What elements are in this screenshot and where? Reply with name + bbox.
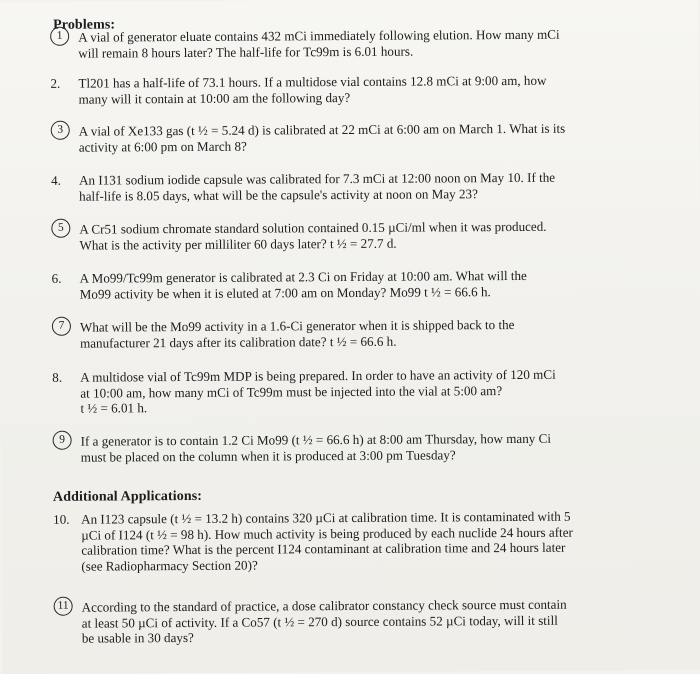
problem-3 (45, 120, 645, 155)
problem-number: 8. (46, 370, 80, 386)
problem-7 (46, 316, 646, 351)
problem-text: An I131 sodium iodide capsule was calibrated for 7.3 mCi at 12:00 noon on May 10. If the half-life is 8.05 days, what will be the capsule's activity at noon on May 23? (79, 169, 645, 203)
problem-8 (46, 366, 646, 416)
problem-2 (44, 72, 644, 107)
problem-9 (47, 430, 647, 465)
problem-number: 10. (47, 512, 81, 528)
problems-heading: Problems: (53, 17, 115, 33)
problem-text: According to the standard of practice, a dose calibrator constancy check source must contain at least 50 µCi of activity. If a Co57 (t ½ = 270 d) source contains 52 µCi today, will it still be usable in 30 days? (82, 596, 648, 646)
problem-number: 2. (44, 76, 78, 92)
problem-number: 4. (45, 173, 79, 189)
problem-1 (44, 26, 644, 61)
problem-text: An I123 capsule (t ½ = 13.2 h) contains 320 µCi at calibration time. It is contaminated with 5 µCi of I124 (t ½ = 98 h). How much activity is being produced by each nuclide 24 hours after calibration time? What is the percent I124 contaminant at calibration time and 24 hours later (see Radiopharmacy Section 20)? (81, 508, 647, 573)
problem-text: A vial of generator eluate contains 432 mCi immediately following elution. How many mCi will remain 8 hours later? The half-life for Tc99m is 6.01 hours. (78, 26, 644, 60)
problem-text: Tl201 has a half-life of 73.1 hours. If a multidose vial contains 12.8 mCi at 9:00 am, how many will it contain at 10:00 am the following day? (78, 72, 644, 106)
problem-text: What will be the Mo99 activity in a 1.6-Ci generator when it is shipped back to the manufacturer 21 days after its calibration date? t ½ = 66.6 h. (80, 316, 646, 350)
problem-text: A Mo99/Tc99m generator is calibrated at 2.3 Ci on Friday at 10:00 am. What will the Mo99 activity be when it is eluted at 7:00 am on Monday? Mo99 t ½ = 66.6 h. (80, 267, 646, 301)
problem-6 (46, 267, 646, 302)
additional-applications-heading: Additional Applications: (53, 489, 202, 506)
problem-text: A Cr51 sodium chromate standard solution contained 0.15 µCi/ml when it was produced. What is the activity per milliliter 60 days later? t ½ = 27.7 d. (79, 218, 645, 252)
problem-text: A multidose vial of Tc99m MDP is being prepared. In order to have an activity of 120 mCi at 10:00 am, how many mCi of Tc99m must be injected into the vial at 5:00 am? t ½ = 6.01 h. (80, 366, 646, 416)
problem-4 (45, 169, 645, 204)
problem-text: A vial of Xe133 gas (t ½ = 5.24 d) is calibrated at 22 mCi at 6:00 am on March 1. What is its activity at 6:00 pm on March 8? (79, 120, 645, 154)
problem-11 (48, 596, 648, 646)
problem-5 (45, 218, 645, 253)
problem-10 (47, 508, 647, 574)
problem-text: If a generator is to contain 1.2 Ci Mo99 (t ½ = 66.6 h) at 8:00 am Thursday, how many Ci must be placed on the column when it is produced at 3:00 pm Tuesday? (81, 430, 647, 464)
problem-number: 6. (46, 271, 80, 287)
